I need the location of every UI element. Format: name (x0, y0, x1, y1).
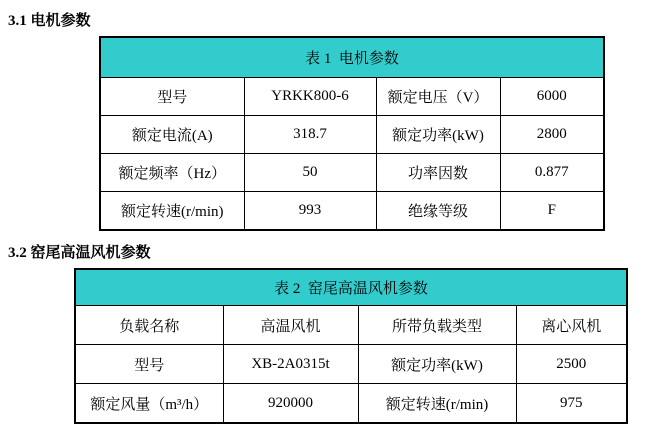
table-cell-label: 额定电压（V） (376, 78, 500, 116)
table-cell-label: 绝缘等级 (376, 192, 500, 231)
table-cell-label: 额定转速(r/min) (100, 192, 244, 231)
table2-caption: 表 2 窑尾高温风机参数 (75, 269, 627, 306)
table-cell-value: F (500, 192, 604, 231)
table-cell-label: 额定风量（m³/h） (75, 384, 223, 424)
motor-parameters-table (99, 36, 605, 231)
table-cell-value: 6000 (500, 78, 604, 116)
table-cell-value: 50 (244, 154, 376, 192)
table-row (100, 116, 604, 154)
table-row (100, 78, 604, 116)
table-cell-value: YRKK800-6 (244, 78, 376, 116)
table-cell-label: 额定频率（Hz） (100, 154, 244, 192)
table-cell-value: 318.7 (244, 116, 376, 154)
table-caption-row (75, 269, 627, 306)
section-heading-3-1: 3.1 电机参数 (8, 13, 91, 29)
table-row (75, 345, 627, 384)
table-cell-value: 0.877 (500, 154, 604, 192)
table-cell-label: 额定功率(kW) (376, 116, 500, 154)
table-row (100, 154, 604, 192)
table-row (100, 192, 604, 231)
table-cell-value: XB-2A0315t (223, 345, 358, 384)
table-cell-label: 功率因数 (376, 154, 500, 192)
section-heading-3-2: 3.2 窑尾高温风机参数 (8, 245, 151, 261)
table-cell-value: 993 (244, 192, 376, 231)
table-cell-value: 2500 (516, 345, 627, 384)
table-caption-row (100, 37, 604, 78)
table-cell-label: 负载名称 (75, 306, 223, 345)
kiln-tail-fan-parameters-table (74, 268, 628, 424)
table-cell-label: 额定功率(kW) (358, 345, 516, 384)
table-row (75, 384, 627, 424)
table-cell-value: 2800 (500, 116, 604, 154)
table-cell-label: 额定电流(A) (100, 116, 244, 154)
table-cell-value: 975 (516, 384, 627, 424)
table1-caption: 表 1 电机参数 (100, 37, 604, 78)
table-cell-label: 额定转速(r/min) (358, 384, 516, 424)
table-cell-value: 920000 (223, 384, 358, 424)
table-cell-label: 型号 (75, 345, 223, 384)
table-cell-value: 高温风机 (223, 306, 358, 345)
table-cell-value: 离心风机 (516, 306, 627, 345)
table-cell-label: 所带负载类型 (358, 306, 516, 345)
table-row (75, 306, 627, 345)
table-cell-label: 型号 (100, 78, 244, 116)
